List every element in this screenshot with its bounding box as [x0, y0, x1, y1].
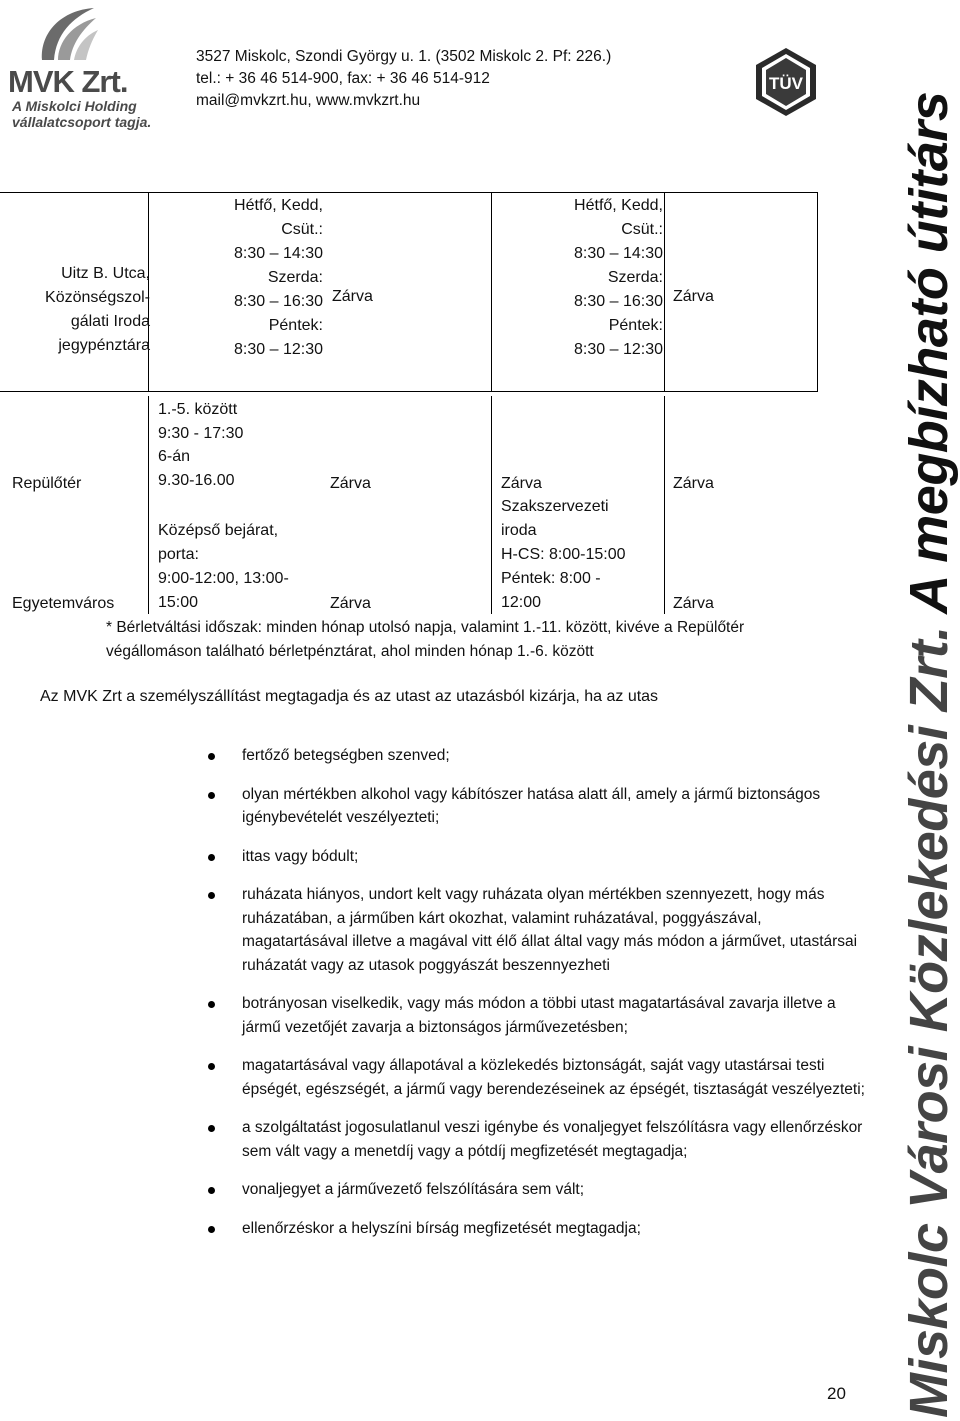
table2-location-egyetemvaros: Egyetemváros: [12, 595, 115, 612]
list-item: fertőző betegségben szenved;: [208, 744, 868, 768]
bullet-icon: [208, 892, 215, 899]
bullet-icon: [208, 1226, 215, 1233]
bullet-icon: [208, 1187, 215, 1194]
logo-tagline: [12, 98, 151, 130]
logo-tagline-2: vállalatcsoport tagja.: [12, 114, 152, 130]
table1-divider: [817, 192, 818, 392]
table1-divider: [491, 192, 492, 392]
table1-closed-b: Zárva: [673, 288, 714, 305]
contact-line: tel.: + 36 46 514-900, fax: + 36 46 514-912: [196, 70, 490, 87]
logo-name: MVK Zrt.: [8, 64, 128, 99]
table2-union-office: Szakszervezeti iroda H-CS: 8:00-15:00 Péntek: 8:00 - 12:00: [501, 498, 626, 611]
table1-hours-a: Hétfő, Kedd, Csüt.: 8:30 – 14:30 Szerda: 8:30 – 16:30 Péntek: 8:30 – 12:30: [234, 197, 323, 358]
table2-closed: Zárva: [330, 475, 371, 492]
table2-closed: Zárva: [501, 475, 542, 492]
bullet-icon: [208, 854, 215, 861]
table2-closed: Zárva: [673, 475, 714, 492]
bullet-icon: [208, 1125, 215, 1132]
table1-hours-b: Hétfő, Kedd, Csüt.: 8:30 – 14:30 Szerda: 8:30 – 16:30 Péntek: 8:30 – 12:30: [574, 197, 663, 358]
page-number: 20: [827, 1384, 846, 1403]
table1-location: Uitz B. Utca, Közönségszol- gálati Iroda jegypénztára: [45, 265, 150, 354]
svg-text:TÜV: TÜV: [769, 74, 803, 93]
bullet-icon: [208, 1063, 215, 1070]
list-item: vonaljegyet a járművezető felszólítására sem vált;: [208, 1178, 868, 1202]
list-item: botrányosan viselkedik, vagy más módon a többi utast magatartásával zavarja illetve a jármű vezetőjét zavarja a biztonságos járművezetésben;: [208, 992, 868, 1039]
table1-top-border: [0, 192, 818, 193]
logo-tagline-1: A Miskolci Holding: [12, 98, 137, 114]
side-banner-company: Miskolc Városi Közlekedési Zrt.: [899, 626, 959, 1418]
bullet-icon: [208, 792, 215, 799]
table1-closed-a: Zárva: [332, 288, 373, 305]
address-line: 3527 Miskolc, Szondi György u. 1. (3502 Miskolc 2. Pf: 226.): [196, 48, 612, 65]
list-item: olyan mértékben alkohol vagy kábítószer hatása alatt áll, amely a jármű biztonságos igénybevételét veszélyezteti;: [208, 783, 868, 830]
table1-bottom-border: [0, 391, 818, 392]
table2-hours-egyetemvaros: Középső bejárat, porta: 9:00-12:00, 13:00- 15:00: [158, 522, 289, 611]
refusal-intro: Az MVK Zrt a személyszállítást megtagadja és az utast az utazásból kizárja, ha az utas: [40, 688, 659, 705]
list-item: a szolgáltatást jogosulatlanul veszi igénybe és vonaljegyet felszólításra vagy ellenőrzéskor sem vált vagy a menetdíj vagy a pótdíj megfizetését megtagadja;: [208, 1116, 868, 1163]
table2-divider: [664, 396, 665, 614]
table2-closed: Zárva: [330, 595, 371, 612]
bullet-icon: [208, 1001, 215, 1008]
table2-divider: [148, 396, 149, 614]
company-logo: [6, 2, 152, 132]
web-line: mail@mvkzrt.hu, www.mvkzrt.hu: [196, 92, 421, 109]
list-item: ellenőrzéskor a helyszíni bírság megfizetését megtagadja;: [208, 1217, 868, 1241]
table2-closed: Zárva: [673, 595, 714, 612]
table2-hours-repuloter: 1.-5. között 9:30 - 17:30 6-án 9.30-16.00: [158, 401, 244, 489]
refusal-conditions-list: [208, 744, 868, 1255]
side-banner: [898, 91, 960, 1418]
bullet-icon: [208, 753, 215, 760]
table1-divider: [664, 192, 665, 392]
list-item: magatartásával vagy állapotával a közlekedés biztonságát, saját vagy utastársai testi épségét, egészségét, a jármű vagy berendezéseinek az épségét, tisztaságát veszélyezteti;: [208, 1054, 868, 1101]
list-item: ruházata hiányos, undort kelt vagy ruházata olyan mértékben szennyezett, hogy más ruházatában, a járműben kárt okozhat, valamint ruházatával, poggyászával, magatartásával illetve a magával vitt élő állat által vagy más módon a járművet, utastársai ruházatát vagy az utasok poggyászát beszennyezheti: [208, 883, 868, 977]
table2-location-repuloter: Repülőtér: [12, 475, 82, 492]
company-address: [196, 46, 611, 112]
list-item: ittas vagy bódult;: [208, 845, 868, 869]
tuv-certification-icon: [750, 46, 822, 118]
logo-swirl-icon: [32, 2, 102, 66]
pass-purchase-note: * Bérletváltási időszak: minden hónap utolsó napja, valamint 1.-11. között, kivéve a Repülőtér végállomáson található bérletpénztárat, ahol minden hónap 1.-6. között: [106, 619, 745, 660]
table2-divider: [491, 396, 492, 614]
side-banner-slogan: A megbízható útitárs: [899, 91, 959, 614]
